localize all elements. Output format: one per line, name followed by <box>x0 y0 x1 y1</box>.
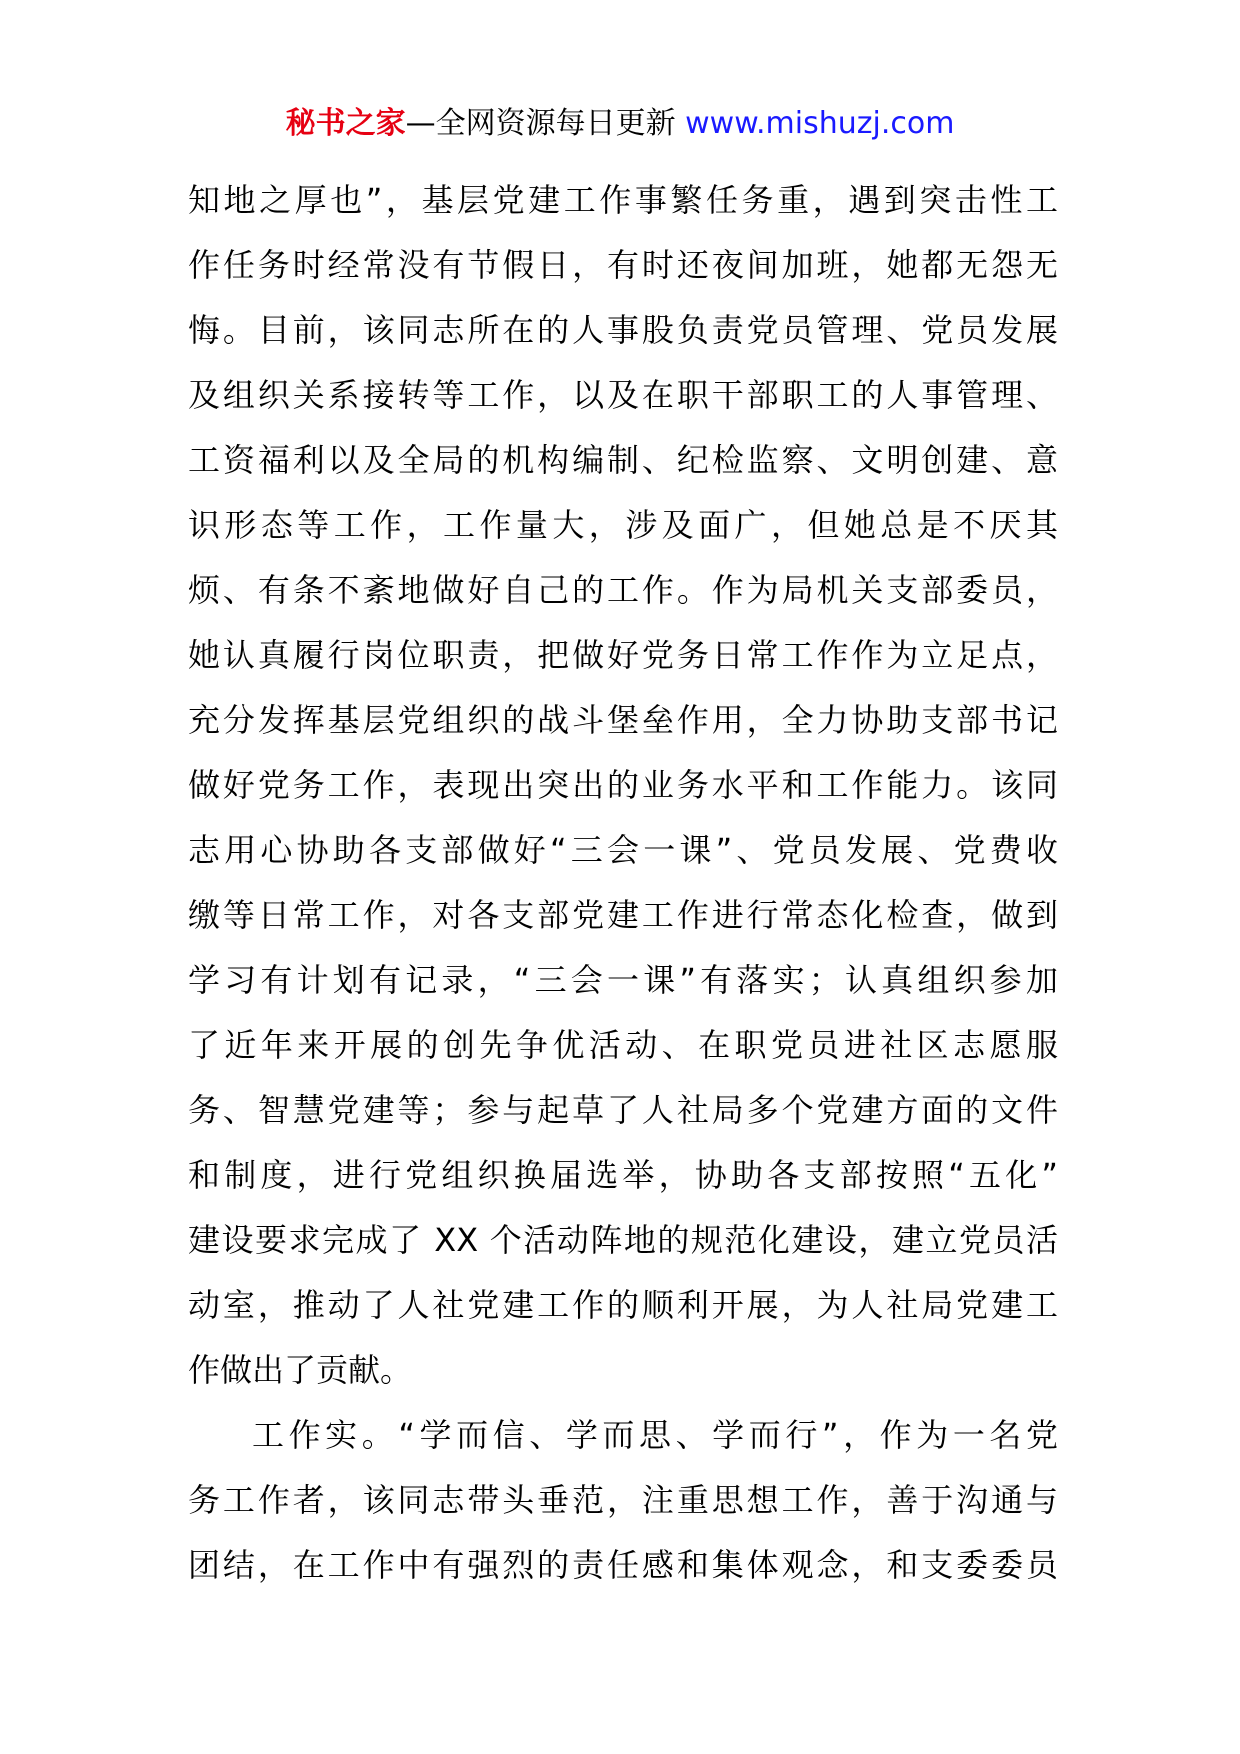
text-line: 作做出了贡献。 <box>188 1351 413 1389</box>
text-line: 学习有计划有记录，“三会一课”有落实；认真组织参加 <box>188 961 1058 999</box>
text-line: 务、智慧党建等；参与起草了人社局多个党建方面的文件 <box>188 1091 1058 1129</box>
text-line: 团结，在工作中有强烈的责任感和集体观念，和支委委员 <box>188 1546 1058 1584</box>
text-line: 缴等日常工作，对各支部党建工作进行常态化检查，做到 <box>188 896 1058 934</box>
text-line: 志用心协助各支部做好“三会一课”、党员发展、党费收 <box>188 831 1058 869</box>
text-line: 充分发挥基层党组织的战斗堡垒作用，全力协助支部书记 <box>188 701 1058 739</box>
text-line: 她认真履行岗位职责，把做好党务日常工作作为立足点， <box>188 636 1058 674</box>
text-line: 务工作者，该同志带头垂范，注重思想工作，善于沟通与 <box>188 1481 1058 1519</box>
header-url-link[interactable]: www.mishuzj.com <box>685 106 955 141</box>
body-text <box>188 168 1058 1598</box>
text-line: 了近年来开展的创先争优活动、在职党员进社区志愿服 <box>188 1026 1058 1064</box>
header-tagline: —全网资源每日更新 <box>405 106 686 141</box>
text-line: 悔。目前，该同志所在的人事股负责党员管理、党员发展 <box>188 311 1058 349</box>
text-line: 动室，推动了人社党建工作的顺利开展，为人社局党建工 <box>188 1286 1058 1324</box>
text-line: 做好党务工作，表现出突出的业务水平和工作能力。该同 <box>188 766 1058 804</box>
text-line: 作任务时经常没有节假日，有时还夜间加班，她都无怨无 <box>188 246 1058 284</box>
text-line: 及组织关系接转等工作，以及在职干部职工的人事管理、 <box>188 376 1058 414</box>
text-line: 和制度，进行党组织换届选举，协助各支部按照“五化” <box>188 1156 1058 1194</box>
text-line: 建设要求完成了 XX 个活动阵地的规范化建设，建立党员活 <box>188 1221 1058 1259</box>
paragraph-start-line: 工作实。“学而信、学而思、学而行”，作为一名党 <box>252 1416 1058 1454</box>
text-line: 识形态等工作，工作量大，涉及面广，但她总是不厌其 <box>188 506 1058 544</box>
text-line: 知地之厚也”，基层党建工作事繁任务重，遇到突击性工 <box>188 181 1058 219</box>
text-line: 烦、有条不紊地做好自己的工作。作为局机关支部委员， <box>188 571 1058 609</box>
text-line: 工资福利以及全局的机构编制、纪检监察、文明创建、意 <box>188 441 1058 479</box>
page-header <box>0 102 1240 146</box>
header-brand: 秘书之家 <box>285 106 406 141</box>
